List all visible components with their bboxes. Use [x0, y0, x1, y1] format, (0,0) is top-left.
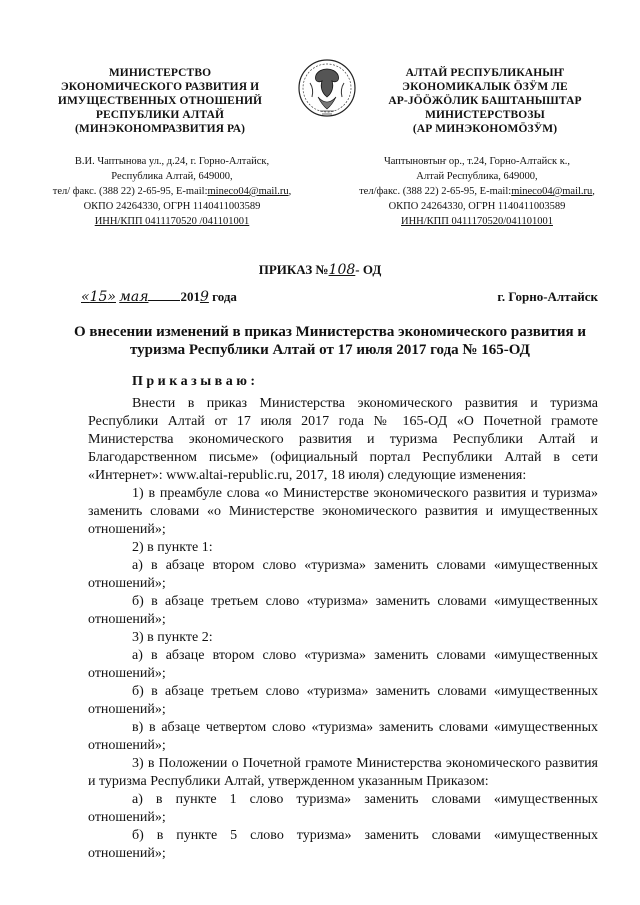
paragraph: а) в пункте 1 слово туризма» заменить словами «имущественных отношений»;	[88, 792, 598, 825]
document-body	[88, 373, 598, 863]
date-year-suffix: года	[208, 289, 237, 304]
order-prefix: ПРИКАЗ №	[258, 262, 329, 277]
email-link[interactable]: mineco04@mail.ru	[511, 186, 593, 197]
ministry-name-line: ЭКОНОМИКАЛЫК ӦЗӰМ ЛЕ	[402, 81, 568, 93]
paragraph: б) в абзаце третьем слово «туризма» заменить словами «имущественных отношений»;	[88, 594, 598, 627]
date-close-quote: »	[107, 289, 116, 305]
address-line: Чаптыновтыҥ ор., т.24, Горно-Алтайск к.,	[383, 156, 571, 167]
ministry-name-line: АЛТАЙ РЕСПУБЛИКАНЫҤ	[405, 67, 565, 79]
city-name: г. Горно-Алтайск	[497, 289, 598, 304]
address-block-russian	[38, 154, 306, 229]
address-block-altai	[338, 154, 616, 229]
contact-line	[338, 184, 616, 199]
order-date	[81, 289, 237, 305]
ministry-name-line: (МИНЭКОНОМРАЗВИТИЯ РА)	[74, 123, 246, 135]
ministry-name-line: МИНИСТЕРСТВО	[108, 67, 212, 79]
email-link[interactable]: mineco04@mail.ru	[207, 186, 289, 197]
ministry-name-line: ЭКОНОМИЧЕСКОГО РАЗВИТИЯ И	[60, 81, 260, 93]
date-day-handwritten: 15	[89, 289, 108, 305]
date-year-digit-handwritten: 9	[199, 289, 209, 305]
ministry-name-russian	[36, 66, 284, 136]
coat-of-arms-emblem	[296, 53, 358, 123]
date-month-handwritten: мая	[119, 289, 149, 305]
inn-kpp: ИНН/КПП 0411170520/041101001	[401, 216, 553, 227]
date-year-prefix: 201	[180, 289, 200, 304]
paragraph: а) в абзаце втором слово «туризма» заменить словами «имущественных отношений»;	[88, 648, 598, 681]
phone-fax: тел/факс. (388 22) 2-65-95, E-mail:	[359, 186, 512, 197]
inn-kpp: ИНН/КПП 0411170520 /041101001	[94, 216, 250, 227]
ministry-name-line: АР-ЈӦӦЖӦЛИК БАШТАНЫШТАР	[388, 95, 582, 107]
inn-line	[38, 214, 306, 229]
ministry-name-line: РЕСПУБЛИКИ АЛТАЙ	[95, 109, 225, 121]
ministry-name-altai	[360, 66, 610, 136]
ministry-name-line: ИМУЩЕСТВЕННЫХ ОТНОШЕНИЙ	[57, 95, 263, 107]
paragraph: 1) в преамбуле слова «о Министерстве экономического развития и туризма» заменить словами «о Министерстве экономического развития и имущественных отношений»;	[88, 486, 598, 537]
inn-line	[338, 214, 616, 229]
paragraph: 3) в пункте 2:	[132, 630, 213, 645]
address-line: В.И. Чаптынова ул., д.24, г. Горно-Алтайск,	[74, 156, 270, 167]
okpo-line: ОКПО 24264330, ОГРН 1140411003589	[83, 201, 261, 212]
paragraph: б) в пункте 5 слово туризма» заменить словами «имущественных отношений»;	[88, 828, 598, 861]
paragraph: а) в абзаце втором слово «туризма» заменить словами «имущественных отношений»;	[88, 558, 598, 591]
paragraph: б) в абзаце третьем слово «туризма» заменить словами «имущественных отношений»;	[88, 684, 598, 717]
ministry-name-line: МИНИСТЕРСТВОЗЫ	[425, 109, 545, 121]
order-suffix: - ОД	[355, 262, 382, 277]
order-number-handwritten: 108	[328, 262, 356, 278]
paragraph: 2) в пункте 1:	[132, 540, 213, 555]
punctuation: ,	[592, 186, 595, 197]
phone-fax: тел/ факс. (388 22) 2-65-95, E-mail:	[52, 186, 208, 197]
okpo-line: ОКПО 24264330, ОГРН 1140411003589	[388, 201, 566, 212]
address-line: Алтай Республика, 649000,	[416, 171, 538, 182]
order-heading	[0, 262, 640, 278]
paragraph: Внести в приказ Министерства экономического развития и туризма Республики Алтай от 17 июля 2017 года № 165-ОД «О Почетной грамоте Министерства экономического развития и туризма Республики Алтай и Благодарственном письме» (официальный портал Республики Алтай в сети «Интернет»: www.altai-republic.ru, 2017, 18 июля) следующие изменения:	[88, 396, 598, 483]
address-line: Республика Алтай, 649000,	[111, 171, 233, 182]
paragraph: в) в абзаце четвертом слово «туризма» заменить словами «имущественных отношений»;	[88, 720, 598, 753]
date-open-quote: «	[81, 289, 90, 305]
punctuation: ,	[288, 186, 292, 197]
ministry-name-line: (АР МИНЭКОНОМӦЗӰМ)	[412, 123, 558, 135]
contact-line	[38, 184, 306, 199]
paragraph: 3) в Положении о Почетной грамоте Министерства экономического развития и туризма Республики Алтай, утвержденном указанным Приказом:	[88, 756, 598, 789]
document-title: О внесении изменений в приказ Министерства экономического развития и туризма Республики Алтай от 17 июля 2017 года № 165-ОД	[73, 324, 586, 358]
prikazyvayu-heading: Приказываю:	[132, 374, 259, 389]
